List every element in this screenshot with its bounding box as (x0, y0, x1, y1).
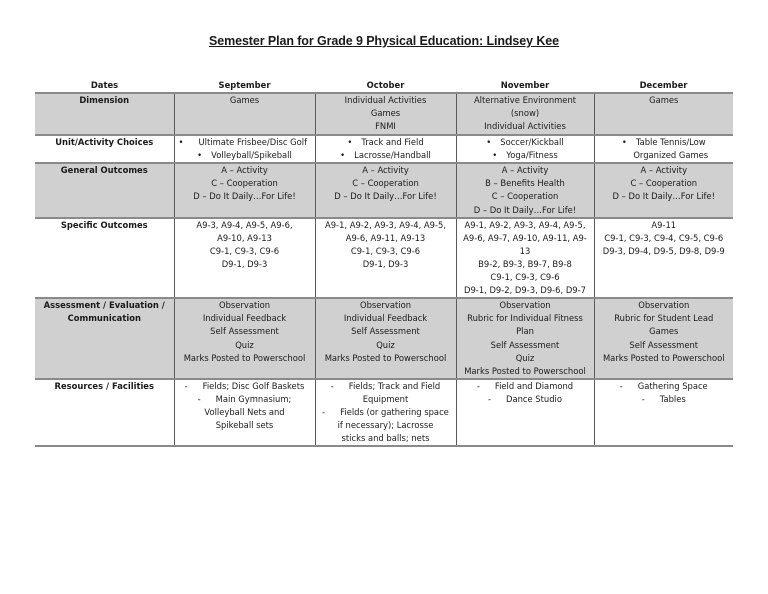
bullet-icon: • (178, 137, 184, 148)
bullet-icon: • (486, 137, 492, 148)
document-title: Semester Plan for Grade 9 Physical Education: Lindsey Kee (209, 34, 559, 48)
row-unit-activity (35, 135, 733, 163)
row-label-unit-activity: Unit/Activity Choices (35, 135, 174, 163)
list-item: - Tables (597, 393, 732, 406)
bullet-icon: • (621, 137, 627, 148)
list-item: - Fields; Disc Golf Baskets (177, 380, 313, 393)
list-item: • Volleyball/Spikeball (177, 149, 313, 162)
header-september: September (174, 79, 315, 93)
cell-specific-november: A9-1, A9-2, A9-3, A9-4, A9-5, A9-6, A9-7, A9-10, A9-11, A9- 13 B9-2, B9-3, B9-7, B9-8 C9-1, C9-3, C9-6 D9-1, D9-2, D9-3, D9-6, D9-7 (456, 218, 594, 299)
list-item: - Dance Studio (459, 393, 592, 406)
dash-icon: - (641, 393, 645, 404)
cell-assessment-december: Observation Rubric for Student Lead Games Self Assessment Marks Posted to Powerschool (594, 298, 733, 379)
dash-icon: - (330, 380, 334, 391)
row-label-resources: Resources / Facilities (35, 379, 174, 446)
header-october: October (315, 79, 456, 93)
cell-dimension-november: Alternative Environment (snow) Individual Activities (456, 93, 594, 135)
list-item: - Fields (or gathering space (318, 406, 454, 419)
bullet-icon: • (347, 137, 353, 148)
row-general-outcomes (35, 163, 733, 217)
header-row (35, 79, 733, 93)
bullet-icon: • (340, 150, 346, 161)
cell-unit-october (315, 135, 456, 163)
cell-general-december: A – Activity C – Cooperation D – Do It Daily…For Life! (594, 163, 733, 217)
dash-icon: - (197, 393, 201, 404)
cell-dimension-september: Games (174, 93, 315, 135)
header-november: November (456, 79, 594, 93)
cell-unit-november (456, 135, 594, 163)
dash-icon: - (619, 380, 623, 391)
semester-plan-table (35, 79, 733, 447)
list-item: • Lacrosse/Handball (318, 149, 454, 162)
list-item: • Ultimate Frisbee/Disc Golf (177, 136, 313, 149)
cell-resources-november (456, 379, 594, 446)
bullet-icon: • (492, 150, 498, 161)
cell-assessment-november: Observation Rubric for Individual Fitness Plan Self Assessment Quiz Marks Posted to Powerschool (456, 298, 594, 379)
list-item: - Fields; Track and Field (318, 380, 454, 393)
dash-icon: - (322, 406, 326, 417)
cell-specific-december: A9-11 C9-1, C9-3, C9-4, C9-5, C9-6 D9-3, D9-4, D9-5, D9-8, D9-9 (594, 218, 733, 299)
list-item: - Main Gymnasium; (177, 393, 313, 406)
row-label-assessment: Assessment / Evaluation / Communication (35, 298, 174, 379)
cell-resources-october: - Fields; Track and Field Equipment - Fields (or gathering space if necessary); Lacrosse sticks and balls; nets (315, 379, 456, 446)
dash-icon: - (184, 380, 188, 391)
list-item: • Table Tennis/Low (597, 136, 732, 149)
cell-general-october: A – Activity C – Cooperation D – Do It Daily…For Life! (315, 163, 456, 217)
cell-general-november: A – Activity B – Benefits Health C – Cooperation D – Do It Daily…For Life! (456, 163, 594, 217)
cell-general-september: A – Activity C – Cooperation D – Do It Daily…For Life! (174, 163, 315, 217)
list-item: • Soccer/Kickball (459, 136, 592, 149)
row-label-general-outcomes: General Outcomes (35, 163, 174, 217)
row-label-dimension: Dimension (35, 93, 174, 135)
cell-specific-october: A9-1, A9-2, A9-3, A9-4, A9-5, A9-6, A9-11, A9-13 C9-1, C9-3, C9-6 D9-1, D9-3 (315, 218, 456, 299)
dash-icon: - (488, 393, 492, 404)
row-dimension (35, 93, 733, 135)
dash-icon: - (476, 380, 480, 391)
cell-specific-september: A9-3, A9-4, A9-5, A9-6, A9-10, A9-13 C9-1, C9-3, C9-6 D9-1, D9-3 (174, 218, 315, 299)
list-item: • Yoga/Fitness (459, 149, 592, 162)
header-december: December (594, 79, 733, 93)
row-label-specific-outcomes: Specific Outcomes (35, 218, 174, 299)
cell-unit-december: • Table Tennis/Low Organized Games (594, 135, 733, 163)
cell-dimension-october: Individual Activities Games FNMI (315, 93, 456, 135)
cell-assessment-september: Observation Individual Feedback Self Assessment Quiz Marks Posted to Powerschool (174, 298, 315, 379)
bullet-icon: • (197, 150, 203, 161)
cell-dimension-december: Games (594, 93, 733, 135)
row-specific-outcomes (35, 218, 733, 299)
list-item: - Gathering Space (597, 380, 732, 393)
list-item: - Field and Diamond (459, 380, 592, 393)
cell-resources-december (594, 379, 733, 446)
row-resources (35, 379, 733, 446)
row-assessment (35, 298, 733, 379)
cell-assessment-october: Observation Individual Feedback Self Assessment Quiz Marks Posted to Powerschool (315, 298, 456, 379)
header-dates: Dates (35, 79, 174, 93)
list-item: • Track and Field (318, 136, 454, 149)
cell-unit-september (174, 135, 315, 163)
cell-resources-september: - Fields; Disc Golf Baskets - Main Gymnasium; Volleyball Nets and Spikeball sets (174, 379, 315, 446)
